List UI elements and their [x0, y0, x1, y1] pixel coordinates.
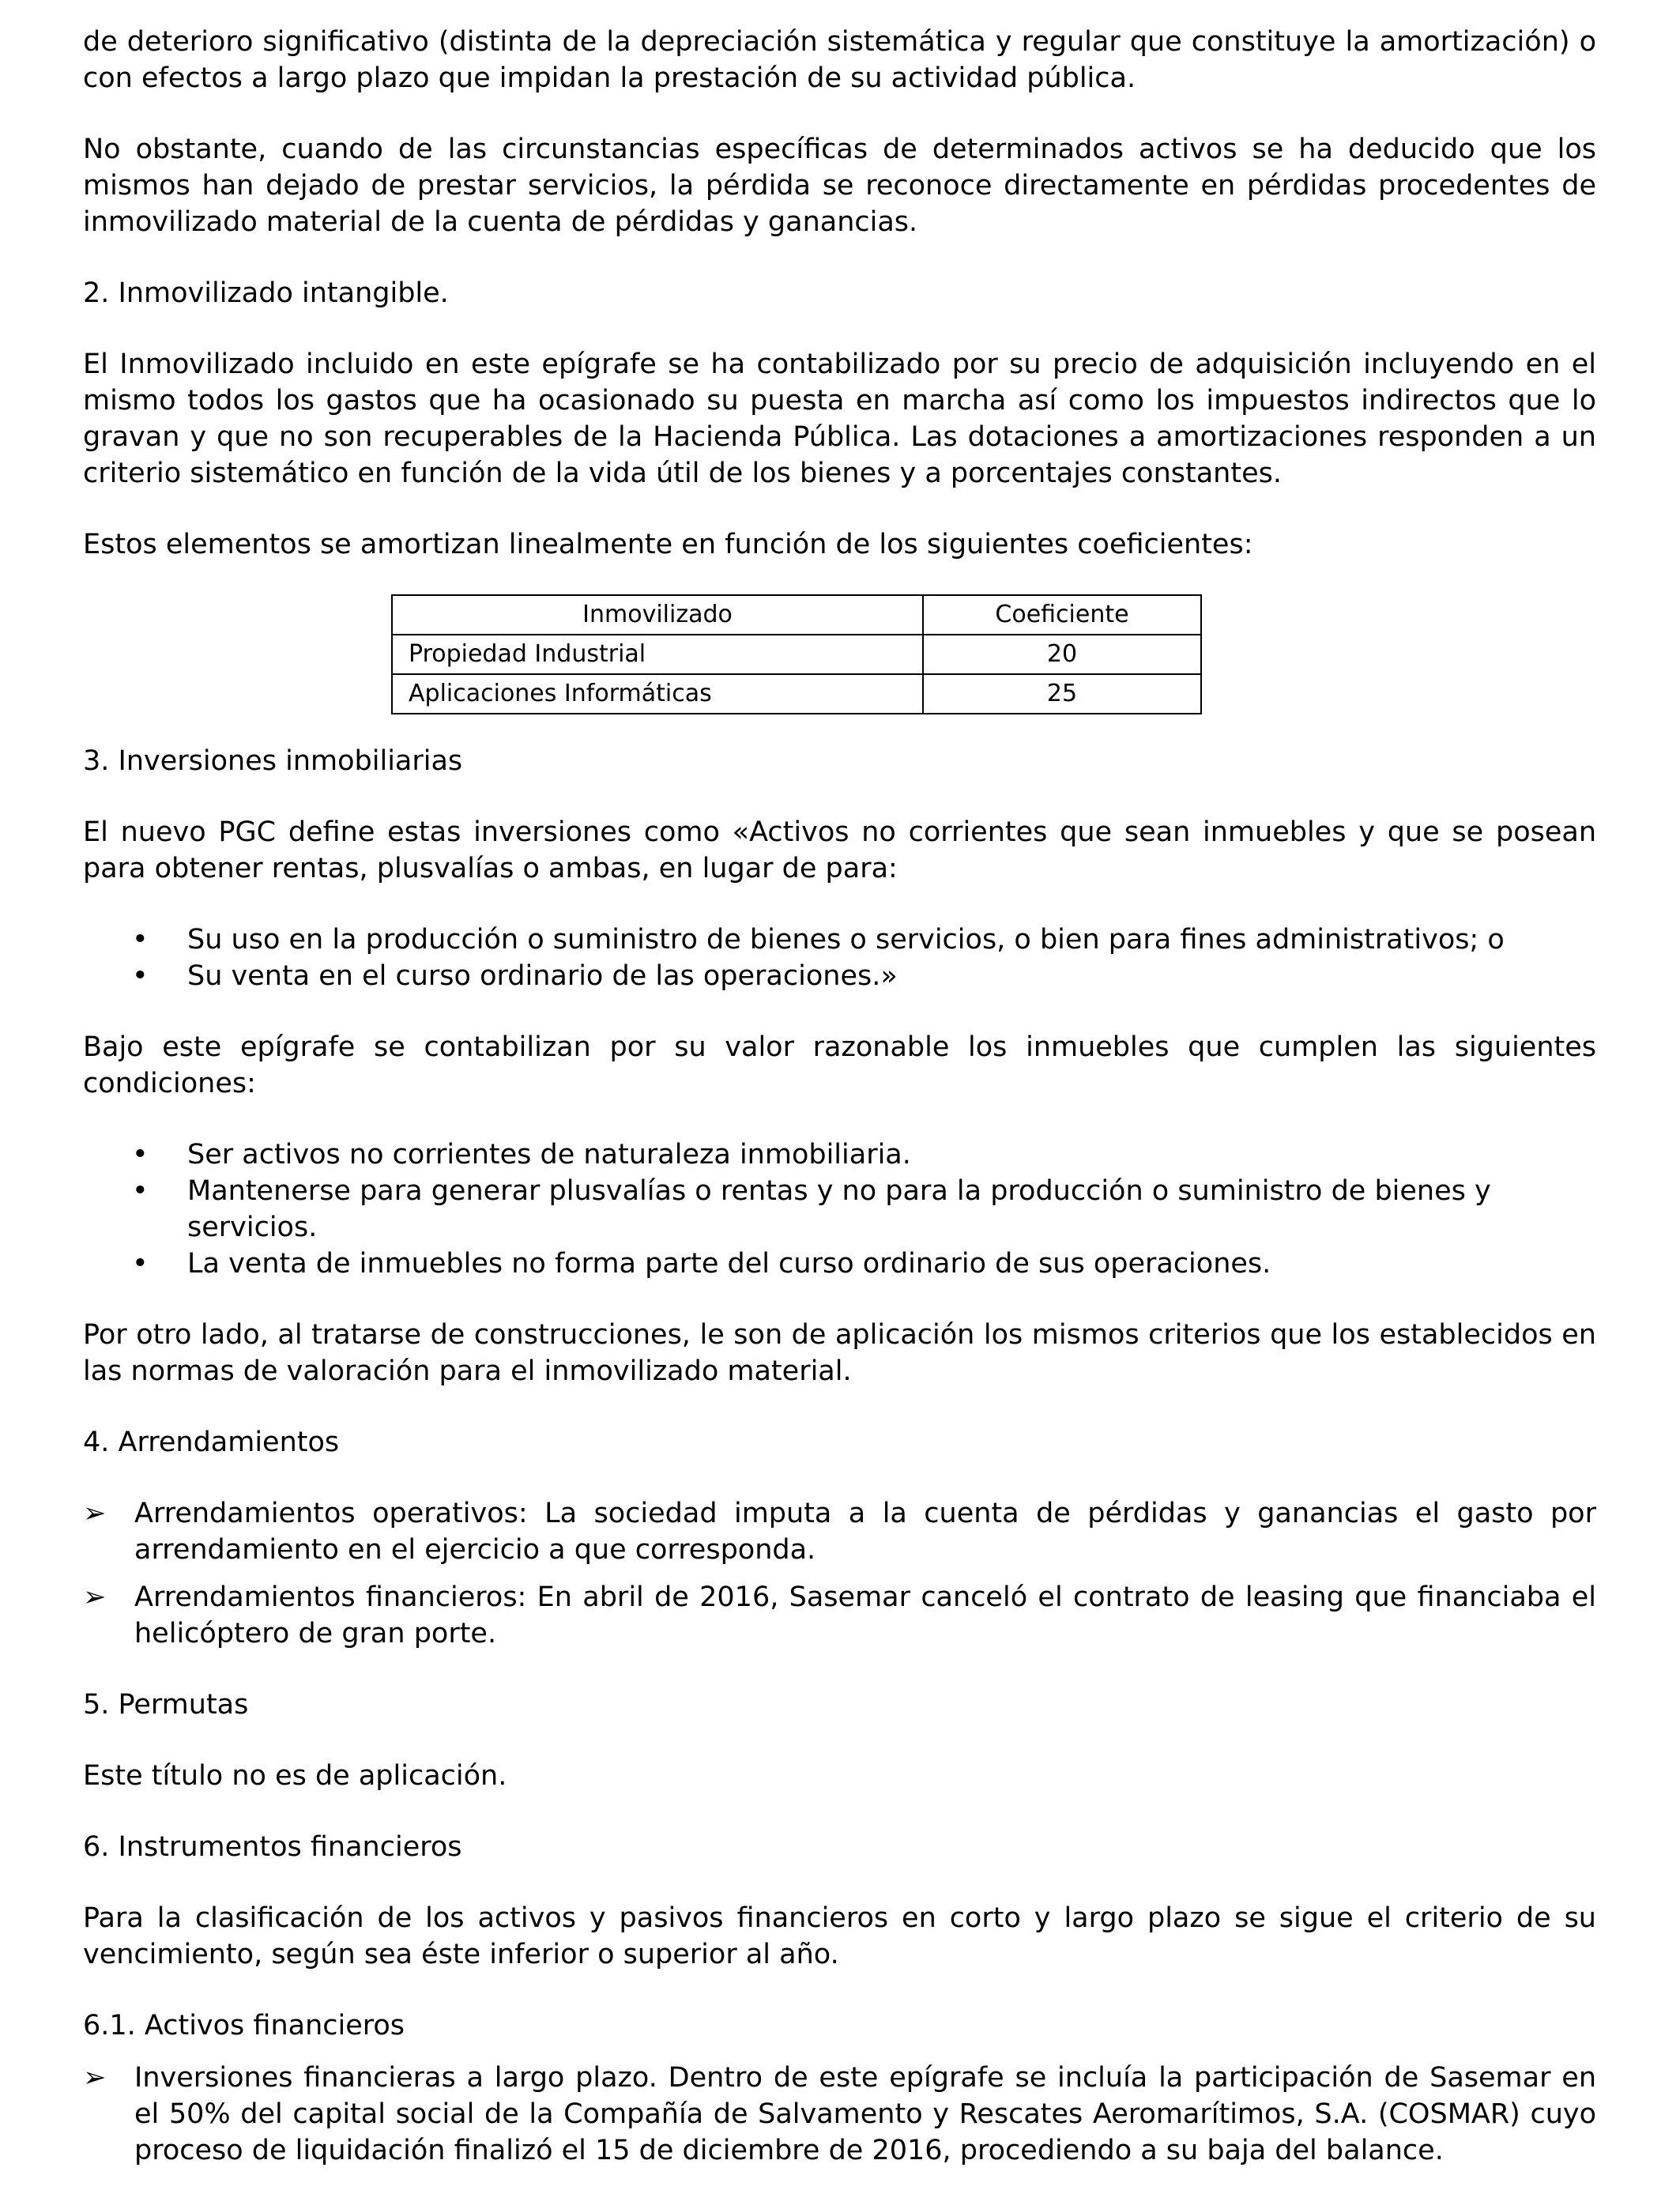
bullet-list-usos — [83, 922, 1596, 994]
heading-inmovilizado-intangible: 2. Inmovilizado intangible. — [83, 277, 449, 309]
arrow-bullet-icon: ➢ — [83, 1498, 107, 1529]
list-item-text: Ser activos no corrientes de naturaleza inmobiliaria. — [187, 1139, 911, 1171]
list-item — [83, 1173, 1596, 1246]
arrow-list-activos — [83, 2060, 1596, 2169]
paragraph-permutas: Este título no es de aplicación. — [83, 1760, 507, 1792]
table-header-coeficiente: Coeficiente — [923, 595, 1201, 635]
table-row — [392, 674, 1201, 714]
paragraph-condiciones-intro: Bajo este epígrafe se contabilizan por su valor razonable los inmuebles que cumplen las siguientes condiciones: — [83, 1031, 1596, 1099]
arrow-list-arrendamientos — [83, 1495, 1596, 1652]
list-item — [83, 958, 1596, 994]
arrow-bullet-icon: ➢ — [83, 2062, 107, 2094]
list-item-text: Mantenerse para generar plusvalías o rentas y no para la producción o suministro de bienes y servicios. — [187, 1175, 1491, 1243]
paragraph-instrumentos-financieros: Para la clasificación de los activos y pasivos financieros en corto y largo plazo se sigue el criterio de su vencimiento, según sea éste inferior o superior al año. — [83, 1902, 1596, 1970]
list-item-text: Inversiones financieras a largo plazo. Dentro de este epígrafe se incluía la participación de Sasemar en el 50% del capital social de la Compañía de Salvamento y Rescates Aeromarítimos, S.A. (COSMAR) cuyo proceso de liquidación finalizó el 15 de diciembre de 2016, procediendo a su baja del balance. — [134, 2062, 1596, 2166]
bullet-icon: • — [132, 960, 149, 992]
table-cell-value: 25 — [923, 674, 1201, 714]
heading-permutas: 5. Permutas — [83, 1689, 249, 1721]
list-item — [83, 1137, 1596, 1173]
list-item-text: Arrendamientos financieros: En abril de 2016, Sasemar canceló el contrato de leasing que financiaba el helicóptero de gran porte. — [134, 1581, 1596, 1649]
bullet-icon: • — [132, 924, 149, 956]
arrow-bullet-icon: ➢ — [83, 1581, 107, 1613]
table-header-inmovilizado: Inmovilizado — [392, 595, 923, 635]
coefficients-table — [391, 594, 1202, 714]
paragraph-no-obstante: No obstante, cuando de las circunstancias específicas de determinados activos se ha deducido que los mismos han dejado de prestar servicios, la pérdida se reconoce directamente en pérdidas procedentes de inmovilizado material de la cuenta de pérdidas y ganancias. — [83, 134, 1596, 238]
heading-instrumentos-financieros: 6. Instrumentos financieros — [83, 1831, 462, 1863]
list-item — [83, 1579, 1596, 1652]
table-cell-value: 20 — [923, 635, 1201, 674]
bullet-icon: • — [132, 1248, 149, 1280]
list-item-text: Su uso en la producción o suministro de bienes o servicios, o bien para fines administrativos; o — [187, 924, 1505, 956]
bullet-icon: • — [132, 1175, 149, 1207]
paragraph-inversiones-definicion: El nuevo PGC define estas inversiones como «Activos no corrientes que sean inmuebles y que se posean para obtener rentas, plusvalías o ambas, en lugar de para: — [83, 816, 1596, 884]
list-item — [83, 1495, 1596, 1568]
bullet-icon: • — [132, 1139, 149, 1171]
heading-activos-financieros: 6.1. Activos financieros — [83, 2010, 405, 2041]
bullet-list-condiciones — [83, 1137, 1596, 1282]
heading-arrendamientos: 4. Arrendamientos — [83, 1427, 340, 1458]
table-row — [392, 635, 1201, 674]
paragraph-intro: de deterioro significativo (distinta de la depreciación sistemática y regular que constituye la amortización) o con efectos a largo plazo que impidan la prestación de su actividad pública. — [83, 26, 1596, 94]
list-item-text: Arrendamientos operativos: La sociedad imputa a la cuenta de pérdidas y ganancias el gasto por arrendamiento en el ejercicio a que corresponda. — [134, 1498, 1596, 1566]
document-page — [83, 24, 1596, 2169]
paragraph-construcciones: Por otro lado, al tratarse de construcciones, le son de aplicación los mismos criterios que los establecidos en las normas de valoración para el inmovilizado material. — [83, 1319, 1596, 1387]
table-cell-name: Aplicaciones Informáticas — [392, 674, 923, 714]
heading-inversiones-inmobiliarias: 3. Inversiones inmobiliarias — [83, 745, 463, 777]
paragraph-inmovilizado-intangible: El Inmovilizado incluido en este epígrafe se ha contabilizado por su precio de adquisición incluyendo en el mismo todos los gastos que ha ocasionado su puesta en marcha así como los impuestos indirectos que lo gravan y que no son recuperables de la Hacienda Pública. Las dotaciones a amortizaciones responden a un criterio sistemático en función de la vida útil de los bienes y a porcentajes constantes. — [83, 349, 1596, 489]
list-item-text: La venta de inmuebles no forma parte del curso ordinario de sus operaciones. — [187, 1248, 1271, 1280]
table-header-row — [392, 595, 1201, 635]
list-item — [83, 1246, 1596, 1282]
table-cell-name: Propiedad Industrial — [392, 635, 923, 674]
list-item-text: Su venta en el curso ordinario de las operaciones.» — [187, 960, 898, 992]
list-item — [83, 2060, 1596, 2169]
paragraph-coeficientes-intro: Estos elementos se amortizan linealmente en función de los siguientes coeficientes: — [83, 529, 1253, 560]
list-item — [83, 922, 1596, 958]
